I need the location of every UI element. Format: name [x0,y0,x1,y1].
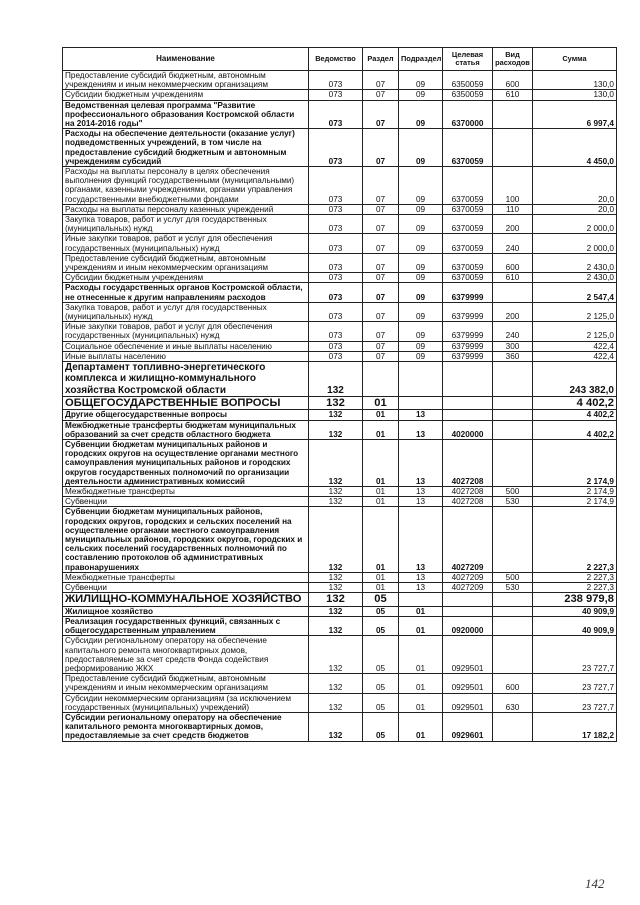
table-row [63,674,617,693]
row-sum: 238 979,8 [533,593,617,607]
row-sum: 2 174,9 [533,486,617,496]
row-ved: 073 [309,341,363,351]
row-vr: 240 [493,234,533,253]
row-sum: 20,0 [533,204,617,214]
row-razdel: 07 [363,253,399,272]
row-cs: 6379999 [443,322,493,341]
page-number: 142 [585,876,605,891]
table-row [63,712,617,741]
row-sum: 23 727,7 [533,636,617,674]
row-name: Предоставление субсидий бюджетным, автономным учреждениям и иным некоммерческим организациям [63,71,309,90]
row-cs: 6350059 [443,71,493,90]
row-ved: 073 [309,283,363,302]
row-vr [493,616,533,635]
row-vr: 110 [493,204,533,214]
row-podrazdel: 01 [399,616,443,635]
table-row [63,362,617,397]
table-row [63,322,617,341]
row-podrazdel: 13 [399,486,443,496]
row-sum: 40 909,9 [533,616,617,635]
row-vr: 530 [493,497,533,507]
table-row [63,167,617,205]
row-sum: 243 382,0 [533,362,617,397]
row-name: Департамент топливно-энергетического комплекса и жилищно-коммунального хозяйства Костромской области [63,362,309,397]
row-sum: 2 174,9 [533,439,617,486]
table-row [63,100,617,129]
row-name: Субсидии некоммерческим организациям (за исключением государственных (муниципальных) учреждений) [63,693,309,712]
table-row [63,341,617,351]
row-name: Реализация государственных функций, связанных с общегосударственным управлением [63,616,309,635]
row-razdel: 05 [363,693,399,712]
row-razdel: 01 [363,507,399,572]
row-razdel: 07 [363,283,399,302]
row-razdel: 07 [363,322,399,341]
row-ved: 073 [309,90,363,100]
row-cs: 6379999 [443,302,493,321]
row-name: Расходы на выплаты персоналу в целях обеспечения выполнения функций государственными (муниципальными) органами, казенными учреждениями, органами управления государственными внебюджетными фондами [63,167,309,205]
row-podrazdel: 13 [399,507,443,572]
row-podrazdel: 09 [399,167,443,205]
row-cs: 6370059 [443,253,493,272]
row-ved: 132 [309,616,363,635]
row-podrazdel: 09 [399,90,443,100]
row-podrazdel: 09 [399,322,443,341]
row-name: Иные закупки товаров, работ и услуг для обеспечения государственных (муниципальных) нужд [63,322,309,341]
row-ved: 132 [309,674,363,693]
table-row [63,439,617,486]
row-sum: 2 000,0 [533,215,617,234]
table-row [63,507,617,572]
row-vr [493,283,533,302]
row-sum: 422,4 [533,351,617,361]
row-razdel: 07 [363,273,399,283]
row-cs: 4027209 [443,507,493,572]
row-razdel: 05 [363,593,399,607]
row-name: Межбюджетные трансферты [63,572,309,582]
row-name: Другие общегосударственные вопросы [63,410,309,420]
row-name: Субвенции бюджетам муниципальных районов, городских округов, городских и сельских поселений на осуществление органами местного самоуправления муниципальных районов, городских округов, городских и сельских поселений государственных полномочий по составлению протоколов об административных правонарушениях [63,507,309,572]
header-vr: Вид расходов [493,48,533,71]
row-vr: 500 [493,572,533,582]
row-cs: 0929601 [443,712,493,741]
row-name: Субсидии региональному оператору на обеспечение капитального ремонта многоквартирных домов, предоставляемые за счет средств Фонда содействия реформированию ЖКХ [63,636,309,674]
row-cs: 6370059 [443,273,493,283]
row-vr [493,100,533,129]
row-razdel [363,362,399,397]
row-sum: 422,4 [533,341,617,351]
row-cs: 6370059 [443,167,493,205]
row-ved: 132 [309,507,363,572]
row-podrazdel: 09 [399,302,443,321]
row-name: Закупка товаров, работ и услуг для государственных (муниципальных) нужд [63,302,309,321]
row-ved: 073 [309,351,363,361]
row-sum: 4 402,2 [533,420,617,439]
row-razdel: 05 [363,674,399,693]
table-header [63,48,617,71]
row-sum: 2 547,4 [533,283,617,302]
header-podrazdel: Подраздел [399,48,443,71]
row-cs: 6350059 [443,90,493,100]
row-sum: 4 402,2 [533,410,617,420]
row-cs: 6379999 [443,283,493,302]
row-ved: 073 [309,129,363,167]
row-razdel: 07 [363,90,399,100]
row-ved: 132 [309,572,363,582]
table-row [63,129,617,167]
row-cs: 6370059 [443,204,493,214]
row-ved: 132 [309,410,363,420]
row-ved: 073 [309,100,363,129]
row-podrazdel: 09 [399,273,443,283]
header-razdel: Раздел [363,48,399,71]
row-podrazdel: 09 [399,129,443,167]
row-sum: 23 727,7 [533,674,617,693]
row-sum: 2 430,0 [533,273,617,283]
row-podrazdel: 13 [399,439,443,486]
row-sum: 130,0 [533,71,617,90]
header-ved: Ведомство [309,48,363,71]
row-vr: 600 [493,253,533,272]
row-ved: 132 [309,486,363,496]
row-razdel: 07 [363,204,399,214]
row-cs: 6379999 [443,341,493,351]
header-sum: Сумма [533,48,617,71]
row-vr [493,362,533,397]
row-cs: 6370000 [443,100,493,129]
row-sum: 130,0 [533,90,617,100]
row-name: Межбюджетные трансферты [63,486,309,496]
row-razdel: 07 [363,234,399,253]
row-sum: 20,0 [533,167,617,205]
row-name: Расходы на обеспечение деятельности (оказание услуг) подведомственных учреждений, в том числе на предоставление субсидий бюджетным и автономным учреждениям субсидий [63,129,309,167]
row-podrazdel: 13 [399,497,443,507]
row-vr: 610 [493,90,533,100]
row-cs [443,396,493,410]
row-ved: 132 [309,636,363,674]
row-podrazdel [399,593,443,607]
row-podrazdel: 13 [399,420,443,439]
budget-table [62,47,617,742]
header-name: Наименование [63,48,309,71]
row-ved: 132 [309,712,363,741]
row-vr [493,439,533,486]
row-ved: 132 [309,693,363,712]
table-row [63,636,617,674]
row-podrazdel: 09 [399,204,443,214]
row-ved: 132 [309,420,363,439]
row-razdel: 05 [363,636,399,674]
row-razdel: 01 [363,410,399,420]
row-sum: 17 182,2 [533,712,617,741]
row-podrazdel: 01 [399,606,443,616]
table-row [63,234,617,253]
row-razdel: 07 [363,71,399,90]
row-cs [443,410,493,420]
table-row [63,693,617,712]
row-vr [493,420,533,439]
row-sum: 2 125,0 [533,302,617,321]
row-ved: 073 [309,215,363,234]
row-vr: 360 [493,351,533,361]
row-podrazdel: 09 [399,71,443,90]
row-cs: 6370059 [443,234,493,253]
row-razdel: 07 [363,302,399,321]
table-row [63,71,617,90]
table-row [63,486,617,496]
row-name: Закупка товаров, работ и услуг для государственных (муниципальных) нужд [63,215,309,234]
row-name: Расходы государственных органов Костромской области, не отнесенные к другим направлениям расходов [63,283,309,302]
row-name: Предоставление субсидий бюджетным, автономным учреждениям и иным некоммерческим организациям [63,253,309,272]
row-cs: 0929501 [443,636,493,674]
row-podrazdel [399,396,443,410]
row-name: Субсидии региональному оператору на обеспечение капитального ремонта многоквартирных домов, предоставляемые за счет средств бюджетов [63,712,309,741]
row-name: Субсидии бюджетным учреждениям [63,273,309,283]
row-name: Иные закупки товаров, работ и услуг для обеспечения государственных (муниципальных) нужд [63,234,309,253]
table-row [63,593,617,607]
row-sum: 40 909,9 [533,606,617,616]
row-podrazdel: 01 [399,636,443,674]
row-sum: 23 727,7 [533,693,617,712]
row-vr [493,396,533,410]
table-row [63,606,617,616]
row-cs: 4027209 [443,572,493,582]
row-vr [493,593,533,607]
row-razdel: 01 [363,439,399,486]
row-vr: 530 [493,582,533,592]
row-cs [443,593,493,607]
row-podrazdel [399,362,443,397]
row-podrazdel: 01 [399,674,443,693]
row-razdel: 05 [363,616,399,635]
row-name: Расходы на выплаты персоналу казенных учреждений [63,204,309,214]
row-razdel: 07 [363,215,399,234]
row-razdel: 07 [363,129,399,167]
row-ved: 073 [309,253,363,272]
row-razdel: 01 [363,486,399,496]
row-sum: 2 227,3 [533,572,617,582]
row-ved: 073 [309,322,363,341]
table-row [63,90,617,100]
row-cs: 4027208 [443,486,493,496]
row-cs: 6370059 [443,129,493,167]
row-podrazdel: 01 [399,693,443,712]
table-row [63,204,617,214]
row-name: ОБЩЕГОСУДАРСТВЕННЫЕ ВОПРОСЫ [63,396,309,410]
row-vr: 600 [493,674,533,693]
row-ved: 132 [309,396,363,410]
row-ved: 132 [309,362,363,397]
table-row [63,616,617,635]
row-cs: 0929501 [443,693,493,712]
row-podrazdel: 13 [399,410,443,420]
row-name: Межбюджетные трансферты бюджетам муниципальных образований за счет средств областного бюджета [63,420,309,439]
row-sum: 2 430,0 [533,253,617,272]
row-podrazdel: 09 [399,283,443,302]
row-ved: 073 [309,273,363,283]
row-cs: 0920000 [443,616,493,635]
row-podrazdel: 09 [399,253,443,272]
row-cs [443,362,493,397]
row-razdel: 07 [363,341,399,351]
table-row [63,351,617,361]
row-name: Субвенции [63,582,309,592]
row-razdel: 07 [363,351,399,361]
row-name: ЖИЛИЩНО-КОММУНАЛЬНОЕ ХОЗЯЙСТВО [63,593,309,607]
row-ved: 132 [309,439,363,486]
row-name: Предоставление субсидий бюджетным, автономным учреждениям и иным некоммерческим организациям [63,674,309,693]
row-name: Иные выплаты населению [63,351,309,361]
row-ved: 132 [309,497,363,507]
header-cs: Целевая статья [443,48,493,71]
row-razdel: 01 [363,497,399,507]
row-sum: 2 174,9 [533,497,617,507]
table-row [63,302,617,321]
row-name: Социальное обеспечение и иные выплаты населению [63,341,309,351]
row-name: Ведомственная целевая программа "Развитие профессионального образования Костромской области на 2014-2016 годы" [63,100,309,129]
row-razdel: 01 [363,582,399,592]
row-cs: 6379999 [443,351,493,361]
row-ved: 073 [309,234,363,253]
row-vr [493,712,533,741]
row-ved: 073 [309,204,363,214]
row-vr [493,636,533,674]
table-row [63,215,617,234]
table-row [63,273,617,283]
row-razdel: 01 [363,396,399,410]
row-ved: 132 [309,606,363,616]
row-razdel: 07 [363,167,399,205]
row-vr: 610 [493,273,533,283]
row-vr [493,129,533,167]
row-razdel: 01 [363,420,399,439]
row-podrazdel: 13 [399,572,443,582]
row-sum: 2 125,0 [533,322,617,341]
row-name: Субвенции бюджетам муниципальных районов и городских округов на осуществление органами местного самоуправления муниципальных районов и городских округов государственных полномочий по организации деятельности административных комиссий [63,439,309,486]
table-row [63,420,617,439]
row-sum: 2 227,3 [533,507,617,572]
row-vr: 200 [493,302,533,321]
row-cs: 4027209 [443,582,493,592]
row-podrazdel: 09 [399,215,443,234]
row-ved: 073 [309,302,363,321]
row-sum: 4 450,0 [533,129,617,167]
row-vr: 600 [493,71,533,90]
row-vr: 300 [493,341,533,351]
row-vr: 500 [493,486,533,496]
row-cs: 4027208 [443,439,493,486]
row-sum: 2 227,3 [533,582,617,592]
row-vr: 240 [493,322,533,341]
row-cs: 4027208 [443,497,493,507]
row-sum: 4 402,2 [533,396,617,410]
row-podrazdel: 01 [399,712,443,741]
row-vr: 630 [493,693,533,712]
table-row [63,497,617,507]
row-cs: 0929501 [443,674,493,693]
table-row [63,396,617,410]
row-razdel: 01 [363,572,399,582]
row-ved: 073 [309,167,363,205]
row-ved: 073 [309,71,363,90]
row-ved: 132 [309,582,363,592]
row-cs: 4020000 [443,420,493,439]
row-podrazdel: 09 [399,351,443,361]
row-vr [493,507,533,572]
row-vr [493,410,533,420]
row-ved: 132 [309,593,363,607]
table-row [63,582,617,592]
row-cs [443,606,493,616]
table-row [63,283,617,302]
table-row [63,572,617,582]
row-name: Жилищное хозяйство [63,606,309,616]
row-razdel: 07 [363,100,399,129]
row-vr: 200 [493,215,533,234]
row-podrazdel: 09 [399,234,443,253]
row-podrazdel: 09 [399,100,443,129]
row-vr: 100 [493,167,533,205]
row-podrazdel: 13 [399,582,443,592]
row-sum: 2 000,0 [533,234,617,253]
row-podrazdel: 09 [399,341,443,351]
row-razdel: 05 [363,606,399,616]
row-sum: 6 997,4 [533,100,617,129]
row-name: Субвенции [63,497,309,507]
row-name: Субсидии бюджетным учреждениям [63,90,309,100]
row-razdel: 05 [363,712,399,741]
table-row [63,253,617,272]
row-cs: 6370059 [443,215,493,234]
row-vr [493,606,533,616]
table-row [63,410,617,420]
